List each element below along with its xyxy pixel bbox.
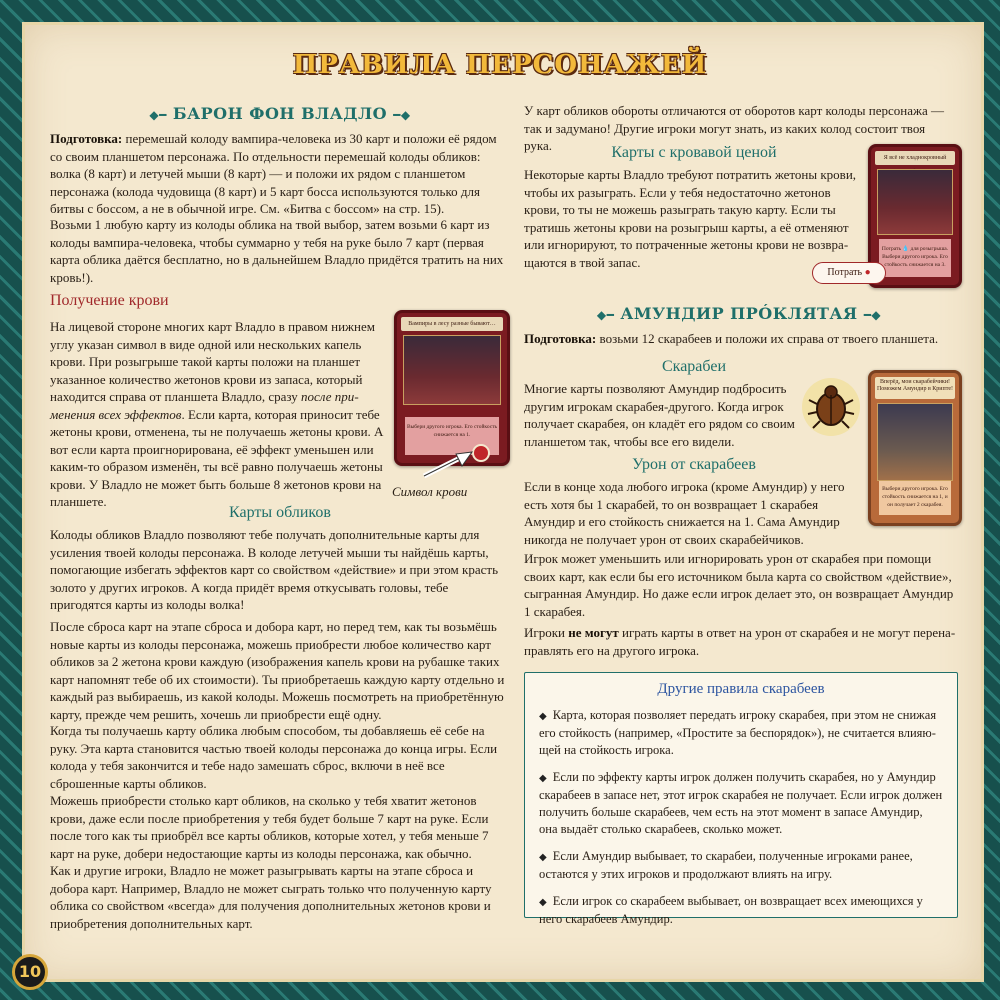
right-top-text: У карт обликов обороты отличаются от оборотов карт колоды персонажа — так и задумано! Другие игроки могут знать, из каких колод состоит твоя рука. <box>524 103 944 153</box>
forms-heading: Карты обликов <box>229 504 331 521</box>
scarab-rules-box <box>524 672 958 926</box>
blood-text-1: На лицевой стороне многих карт Владло в правом нижнем углу указан символ в виде одной или нескольких капель крови. При розыгрыше такой карты положи на планшет указанное количество жетонов крови из запаса, который находится справа от планшета Владло, сразу <box>50 319 375 404</box>
amundir-prep <box>524 330 954 348</box>
scarab-rules-title: Другие правила скарабеев <box>657 681 825 697</box>
scarab-rule-item: ◆ Если по эффекту карты игрок должен получить скарабея, но у Амундир скарабеев в запасе нет, этот игрок скарабея не получает. Если игрок должен получить больше скарабеев, чем есть на этот момент в запасе Амундир, она выдаёт столько скарабеев, сколько может. <box>539 770 943 836</box>
forms-p3: Когда ты получаешь карту облика любым способом, ты добавляешь её себе на руку. Эта карта становится частью твоей колоды персонажа до конца игры. Если колода у тебя закончится и тебе надо замешать сброс, включи в неё все сброшенные карты обликов. <box>50 723 498 791</box>
scarab-rule-item: ◆ Карта, которая позволяет передать игроку скарабея, при этом не снижая его стойкость (например, «Простите за беспорядок»), не считается влияющей на стойкость игрока. <box>539 708 937 757</box>
bullet-icon: ◆ <box>539 773 547 784</box>
baron-heading: ◆━ БАРОН ФОН ВЛАДЛО ━◆ <box>149 104 411 123</box>
blood-cost-card-art <box>877 169 953 235</box>
amundir-heading: ◆━ АМУНДИР ПРÓКЛЯТАЯ ━◆ <box>596 304 882 323</box>
blood-text <box>50 318 390 511</box>
blood-symbol-caption: Символ крови <box>392 484 468 499</box>
scarab-rules-list <box>539 707 943 928</box>
blood-cost-card-text: Потрать 💧 для розыгрыша. Выбери другого игрока. Его стойкость снижается на 3. <box>879 239 951 277</box>
scarab-cannot-2: играть карты в ответ на урон от скарабея и не могут перенаправлять его на другого игрока. <box>524 625 956 658</box>
forms-p2: После сброса карт на этапе сброса и добора карт, но перед тем, как ты возьмёшь новые карты из колоды персонажа, можешь приобрести любое количество карт обликов за 2 жетона крови каждую (изображения капель крови на рубашке таких карт напомнят тебе об их стоимости). Ты приобретаешь каждую карту отдельно и каждый раз выбираешь, из какой колоды. Можешь посмотреть на приобретённую карту, прежде чем решить, хочешь ли приобрести ещё одну. <box>50 619 505 722</box>
scarab-rule-item: ◆ Если игрок со скарабеем выбывает, он возвращает всех имеющихся у него скарабеев Амундир. <box>539 894 923 926</box>
forms-p5: Как и другие игроки, Владло не может разыгрывать карты на этапе сброса и добора карт. Например, Владло не может сыграть только что полученную карту облика со свойством «всегда» для получения дополнительных жетонов крови и приобретения дополнительных карт. <box>50 863 492 931</box>
forms-p1: Колоды обликов Владло позволяют тебе получать дополнительные карты для усиления твоей колоды персонажа. В колоде летучей мыши ты найдёшь карты, помогающие избегать эффектов карт со свойством «действие» и при этом красть золото у других игроков. А когда придёт время откусывать головы, тебе пригодятся карты из колоды волка! <box>50 527 498 612</box>
blood-text-2: . Если карта, которая приносит тебе жетоны крови, отменена, ты не получаешь жетоны крови. А вот если карта проигнорирована, её эффект уменьшен или каким-то образом изменён, ты всё равно получаешь жетоны крови. У Владло не может быть больше 8 жетонов крови на планшете. <box>50 406 384 509</box>
scarab-card-text: Выбери другого игрока. Его стойкость снижается на 1, и он получает 2 скарабея. <box>879 481 951 515</box>
scarab-token-icon <box>802 378 860 436</box>
amundir-prep-text: возьми 12 скарабеев и положи их справа от твоего планшета. <box>599 331 939 346</box>
bullet-icon: ◆ <box>539 852 547 863</box>
baron-p2: Возьми 1 любую карту из колоды облика на твой выбор, затем возьми 6 карт из колоды вампира-человека, чтобы суммарно у тебя на руке было 7 карт (первая карта облика даётся бесплатно, но в дальнейшем Владло придётся тратить на них кровь!). <box>50 217 504 285</box>
blood-cost-card-caption: Я всё не хладнокровный <box>875 151 955 165</box>
baron-prep <box>50 130 508 218</box>
vampire-card-art <box>403 335 501 405</box>
arrow-icon <box>420 448 476 480</box>
scarab-damage-text: Если в конце хода любого игрока (кроме Амундир) у него есть хотя бы 1 скарабей, то он возвращает 1 скарабея Амундир и его стойкость снижается на 1. Сама Амундир никогда не получает урон от своих скарабейчиков. <box>524 479 845 547</box>
vampire-card-text: Выбери другого игрока. Его стойкость снижается на 1. <box>405 417 499 455</box>
vampire-card-caption: Вампиры в лесу разные бывают… <box>401 317 503 331</box>
scarab-cannot-bold: не могут <box>568 625 619 640</box>
page-number: 10 <box>12 954 48 990</box>
scarab-card-art <box>877 403 953 481</box>
blood-heading: Получение крови <box>50 292 169 309</box>
baron-prep-text: перемешай колоду вампира-человека из 30 карт и положи её рядом со своим планшетом персонажа. По отдельности перемешай колоды обликов: волка (8 карт) и летучей мыши (8 карт) — и положи их рядом с планшетом персонажа (колода чудовища (8 карт) и 5 карт босса используются только для битвы с боссом, а не в обычной игре. См. «Битва с боссом» на стр. 15). <box>50 131 497 216</box>
scarab-reduce-text: Игрок может уменьшить или игнорировать урон от скарабея при помощи своих карт, как если бы его источником была карта со свойством «действие», сыгранная Амундир. Но даже если игрок делает это, он возвращает Амундир 1 скарабея. <box>524 551 954 619</box>
bullet-icon: ◆ <box>539 897 547 908</box>
page-title: ПРАВИЛА ПЕРСОНАЖЕЙ <box>292 50 708 80</box>
scarab-card-caption: Вперёд, мои скарабейчики! Поможем Амундир в Крипте! <box>875 377 955 399</box>
scarab-text: Многие карты позволяют Амундир подбросить другим игрокам скарабея-другого. Когда игрок получает скарабея, он кладёт его рядом со своим планшетом так, чтобы все его видели. <box>524 381 795 449</box>
blood-text-italic: после применения всех эффектов <box>50 389 359 422</box>
scarab-heading: Скарабеи <box>662 358 726 375</box>
scarab-cannot-text <box>524 624 956 659</box>
blood-cost-text: Некоторые карты Владло требуют потратить жетоны крови, чтобы их разыграть. Если у тебя недостаточно жетонов крови, то ты не можешь разыграть такую карту. Если ты тратишь жетоны крови на розыгрыш карты, а её отменяют или игнорируют, то потраченные жетоны крови не возвращаются в твой запас. <box>524 167 857 270</box>
scarab-cannot-1: Игроки <box>524 625 569 640</box>
spend-label: Потрать <box>827 267 863 278</box>
scarab-damage-heading: Урон от скарабеев <box>632 456 756 473</box>
baron-heading-text: БАРОН ФОН ВЛАДЛО <box>172 104 388 123</box>
amundir-prep-label: Подготовка: <box>524 331 597 346</box>
blood-drop-small-icon: ● <box>864 267 871 278</box>
blood-cost-heading: Карты с кровавой ценой <box>611 144 777 161</box>
spend-callout <box>812 262 886 284</box>
vampire-card-image <box>394 310 510 466</box>
forms-p4: Можешь приобрести столько карт обликов, на сколько у тебя хватит жетонов крови, даже если после приобретения у тебя будет больше 7 карт на руке. Если после того как ты приобрёл все карты обликов, которые хотел, у тебя меньше 7 карт на руке, добери недостающие карты из колоды персонажа, как обычно. <box>50 793 489 861</box>
baron-prep-label: Подготовка: <box>50 131 123 146</box>
amundir-heading-text: АМУНДИР ПРÓКЛЯТАЯ <box>620 304 858 323</box>
scarab-rule-item: ◆ Если Амундир выбывает, то скарабеи, полученные игроками ранее, остаются у этих игроков и продолжают влиять на игру. <box>539 849 913 881</box>
scarab-card-image <box>868 370 962 526</box>
bullet-icon: ◆ <box>539 711 547 722</box>
